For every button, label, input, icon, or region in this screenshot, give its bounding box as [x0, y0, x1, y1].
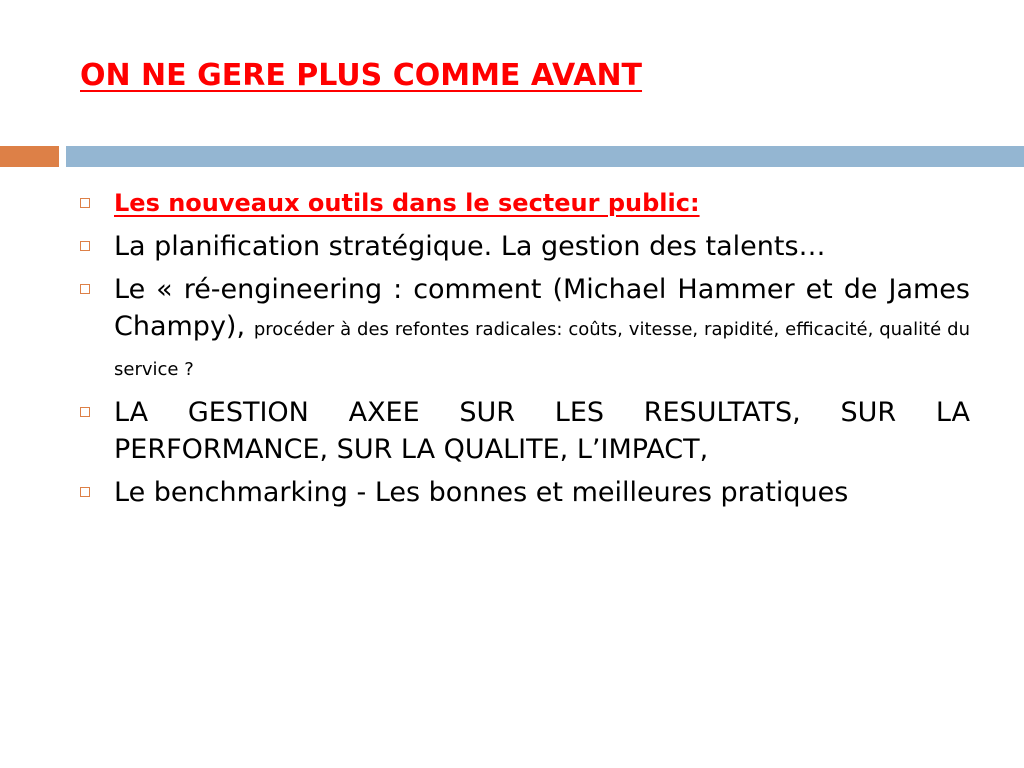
- list-item: [80, 394, 970, 468]
- bullet-text: [114, 271, 970, 388]
- square-bullet-icon: [80, 487, 90, 497]
- bullet-text: LA GESTION AXEE SUR LES RESULTATS, SUR LA PERFORMANCE, SUR LA QUALITE, L’IMPACT,: [114, 397, 970, 465]
- accent-bar-blue: [66, 146, 1024, 167]
- bullet-text-main: Le « ré-engineering : comment (Michael Hammer et de James Champy),: [114, 274, 970, 342]
- list-item: [80, 271, 970, 388]
- square-bullet-icon: [80, 407, 90, 417]
- list-item: [80, 185, 970, 222]
- square-bullet-icon: [80, 241, 90, 251]
- slide-title: ON NE GERE PLUS COMME AVANT: [80, 58, 643, 93]
- list-item: [80, 228, 970, 265]
- square-bullet-icon: [80, 198, 90, 208]
- bullet-list: [80, 185, 970, 517]
- accent-bar-orange: [0, 146, 59, 167]
- square-bullet-icon: [80, 284, 90, 294]
- section-heading: Les nouveaux outils dans le secteur public:: [114, 189, 700, 217]
- bullet-text: Le benchmarking - Les bonnes et meilleures pratiques: [114, 477, 849, 508]
- bullet-text: La planification stratégique. La gestion des talents…: [114, 231, 826, 262]
- bullet-text-small: procéder à des refontes radicales: coûts, vitesse, rapidité, efficacité, qualité du service ?: [114, 319, 970, 380]
- list-item: [80, 474, 970, 511]
